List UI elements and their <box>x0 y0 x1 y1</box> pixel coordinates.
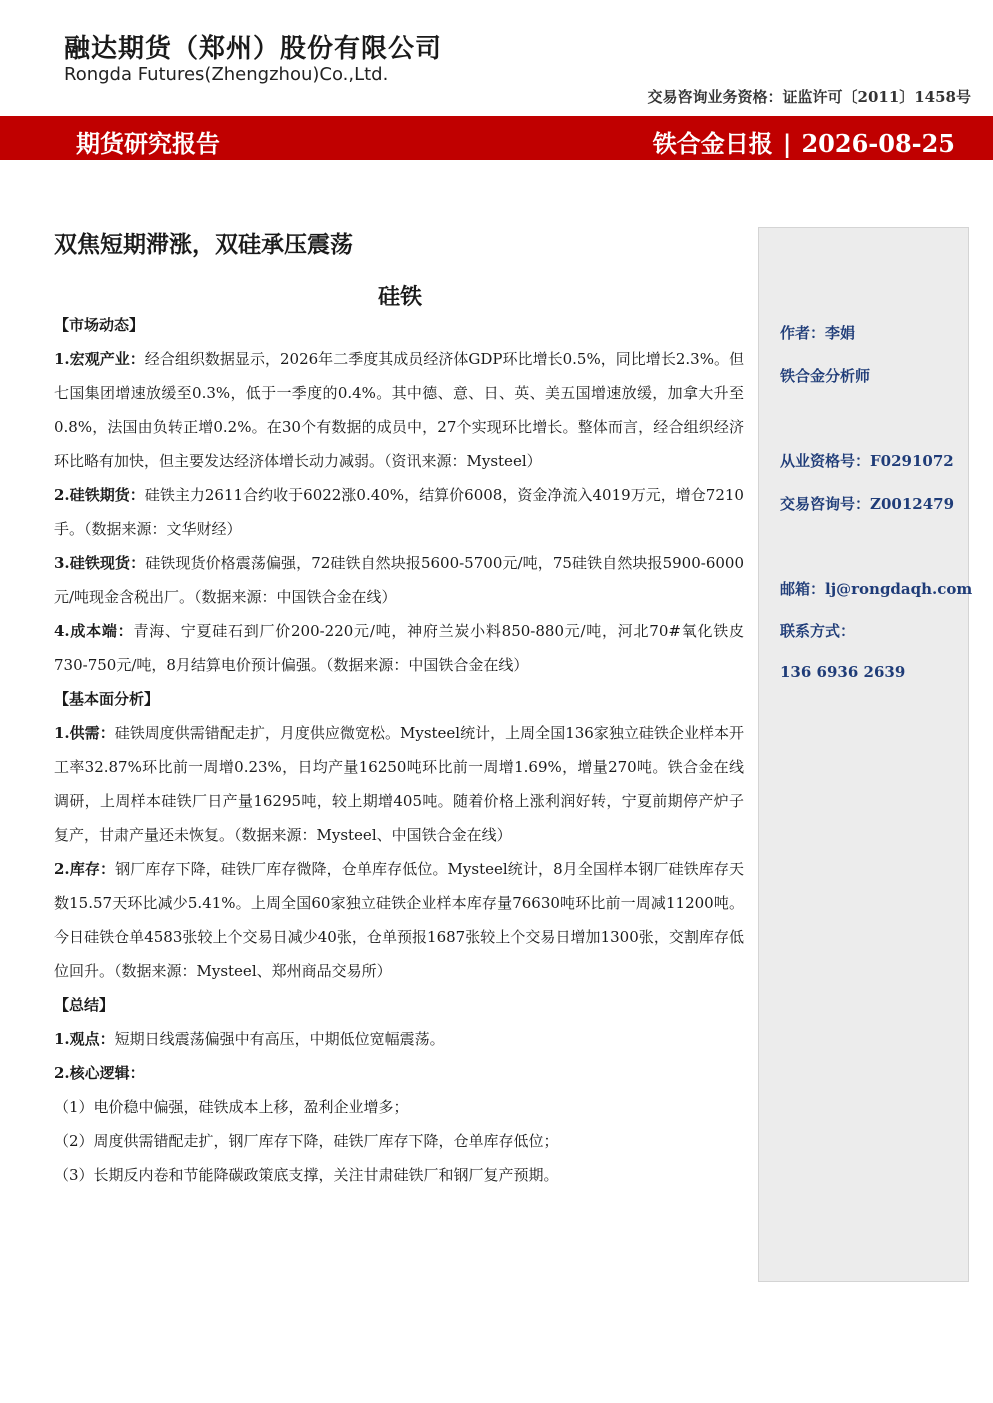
item-text: 经合组织数据显示，2026年二季度其成员经济体GDP环比增长0.5%，同比增长2.3%。但七国集团增速放缓至0.3%，低于一季度的0.4%。其中德、意、日、英、美五国增速放缓，加拿大升至0.8%，法国由负转正增0.2%。在30个有数据的成员中，27个实现环比增长。整体而言，经合组织经济环比略有加快，但主要发达经济体增长动力减弱。（资讯来源：Mysteel） <box>54 350 744 470</box>
market-item <box>54 478 744 546</box>
item-text: 硅铁主力2611合约收于6022涨0.40%，结算价6008，资金净流入4019万元，增仓7210手。（数据来源：文华财经） <box>54 486 744 538</box>
fundamental-heading: 【基本面分析】 <box>54 690 160 708</box>
view-text: 短期日线震荡偏强中有高压，中期低位宽幅震荡。 <box>114 1030 445 1048</box>
summary-logic-label: 2.核心逻辑： <box>54 1064 145 1082</box>
item-label: 2.库存： <box>54 860 116 878</box>
item-label: 1.宏观产业： <box>54 350 145 368</box>
item-text: 钢厂库存下降，硅铁厂库存微降，仓单库存低位。Mysteel统计，8月全国样本钢厂硅铁库存天数15.57天环比减少5.41%。上周全国60家独立硅铁企业样本库存量76630吨环比前一周减11200吨。今日硅铁仓单4583张较上个交易日减少40张，仓单预报1687张较上个交易日增加1300张，交割库存低位回升。（数据来源：Mysteel、郑州商品交易所） <box>54 860 744 980</box>
author-name: 作者：李娟 <box>780 324 856 342</box>
logic-item: （1）电价稳中偏强，硅铁成本上移，盈利企业增多； <box>54 1098 409 1116</box>
license-info: 交易咨询业务资格：证监许可〔2011〕1458号 <box>647 88 971 106</box>
logic-item: （2）周度供需错配走扩，钢厂库存下降，硅铁厂库存下降，仓单库存低位； <box>54 1132 559 1150</box>
banner-report-title: 铁合金日报 <box>652 129 773 158</box>
view-label: 1.观点： <box>54 1030 115 1048</box>
item-label: 1.供需： <box>54 724 115 742</box>
banner-title-date <box>653 124 955 159</box>
consult-number: 交易咨询号：Z0012479 <box>780 495 955 513</box>
summary-heading: 【总结】 <box>54 996 115 1014</box>
item-text: 硅铁现货价格震荡偏强，72硅铁自然块报5600-5700元/吨，75硅铁自然块报5900-6000元/吨现金含税出厂。（数据来源：中国铁合金在线） <box>54 554 745 606</box>
banner-separator: | <box>782 129 792 158</box>
summary-view <box>54 1022 744 1056</box>
item-label: 4.成本端： <box>54 622 134 640</box>
headline: 双焦短期滞涨，双硅承压震荡 <box>54 231 353 258</box>
banner-report-type: 期货研究报告 <box>76 129 220 158</box>
item-label: 2.硅铁期货： <box>54 486 145 504</box>
qualification-number: 从业资格号：F0291072 <box>780 452 954 470</box>
email[interactable]: 邮箱：lj@rongdaqh.com <box>780 580 973 598</box>
report-banner <box>0 116 993 160</box>
item-label: 3.硅铁现货： <box>54 554 146 572</box>
market-item <box>54 546 744 614</box>
author-role: 铁合金分析师 <box>780 367 871 385</box>
logic-item: （3）长期反内卷和节能降碳政策底支撑，关注甘肃硅铁厂和钢厂复产预期。 <box>54 1166 559 1184</box>
market-heading: 【市场动态】 <box>54 316 145 334</box>
section-title: 硅铁 <box>377 284 422 310</box>
phone-number: 136 6936 2639 <box>780 663 906 681</box>
company-name-en: Rongda Futures(Zhengzhou)Co.,Ltd. <box>64 64 389 85</box>
item-text: 硅铁周度供需错配走扩，月度供应微宽松。Mysteel统计，上周全国136家独立硅铁企业样本开工率32.87%环比前一周增0.23%，日均产量16250吨环比前一周增1.69%，增量270吨。铁合金在线调研，上周样本硅铁厂日产量16295吨，较上期增405吨。随着价格上涨利润好转，宁夏前期停产炉子复产，甘肃产量还未恢复。（数据来源：Mysteel、中国铁合金在线） <box>54 724 744 844</box>
banner-date: 2026-08-25 <box>801 129 955 158</box>
author-sidebar <box>758 227 973 1282</box>
fundamental-item <box>54 852 744 988</box>
report-content <box>54 308 744 1192</box>
fundamental-item <box>54 716 744 852</box>
market-item <box>54 342 744 478</box>
item-text: 青海、宁夏硅石到厂价200-220元/吨，神府兰炭小料850-880元/吨，河北70#氧化铁皮730-750元/吨，8月结算电价预计偏强。（数据来源：中国铁合金在线） <box>54 622 744 674</box>
contact-label: 联系方式： <box>780 622 856 640</box>
company-name-cn: 融达期货（郑州）股份有限公司 <box>64 34 443 64</box>
market-item <box>54 614 744 682</box>
